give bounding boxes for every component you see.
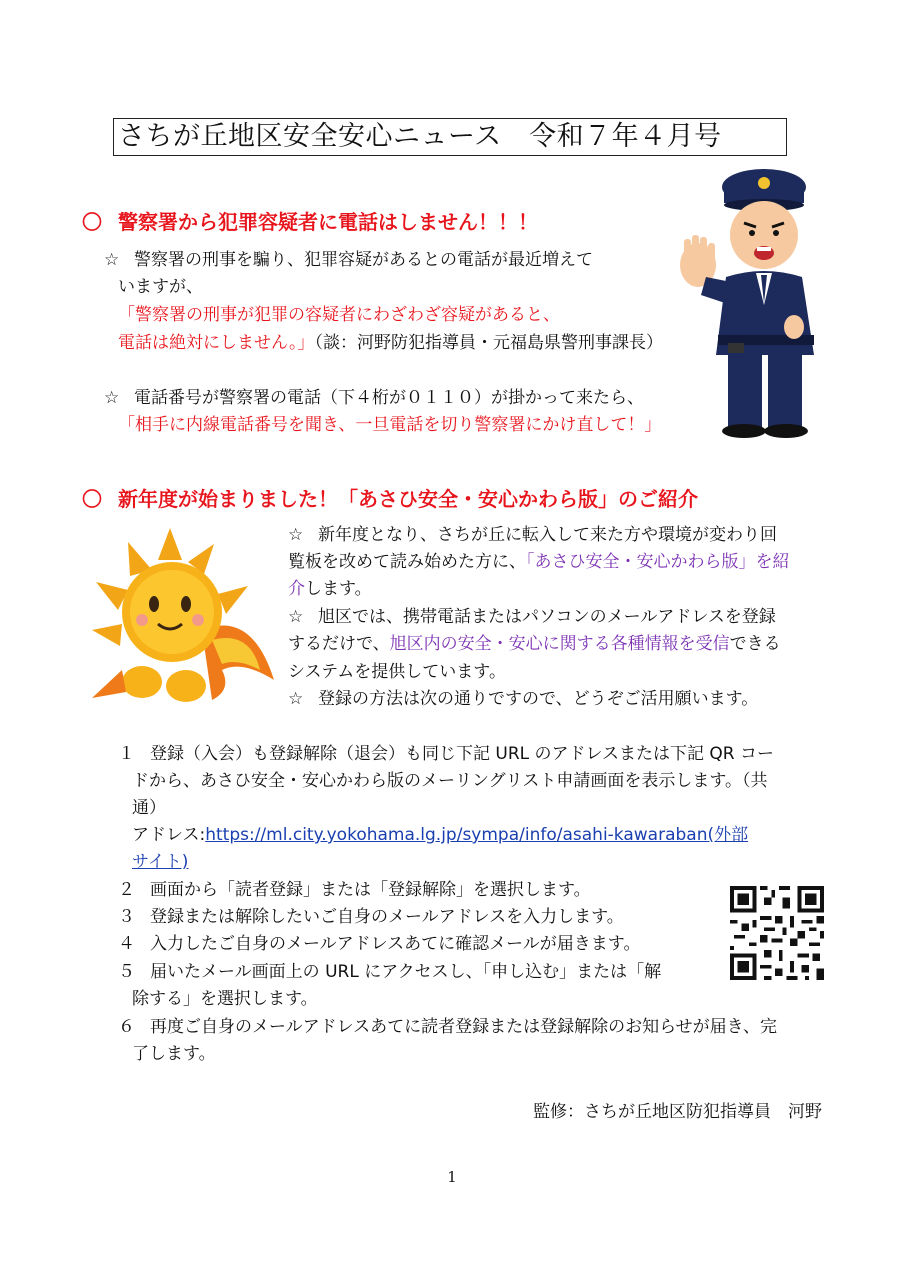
- qr-code[interactable]: [730, 886, 824, 980]
- s2-para-a-line3: 介します。: [288, 579, 372, 599]
- step-number: ２: [118, 880, 135, 900]
- s1-quote-line1: 「警察署の刑事が犯罪の容疑者にわざわざ容疑があると、: [118, 305, 560, 325]
- s2-para-b-line1: ☆ 旭区では、携帯電話またはパソコンのメールアドレスを登録: [288, 604, 776, 630]
- step1-line3: 通）: [132, 798, 166, 818]
- police-officer-illustration: [676, 165, 826, 440]
- star-icon: ☆: [104, 250, 120, 270]
- step5-line1: ５ 届いたメール画面上の URL にアクセスし、「申し込む」または「解: [118, 959, 661, 985]
- s1-para1-line2: いますが、: [118, 277, 203, 297]
- page-number: 1: [447, 1168, 457, 1186]
- star-icon: ☆: [288, 607, 304, 627]
- step5-line2: 除する」を選択します。: [132, 989, 318, 1009]
- section1-heading: [82, 206, 538, 235]
- s2-para-a-line2: 覧板を改めて読み始めた方に、「あさひ安全・安心かわら版」を紹: [288, 552, 790, 572]
- supervisor-credit: 監修：さちが丘地区防犯指導員 河野: [533, 1102, 822, 1122]
- section2-heading-text: 新年度が始まりました！「あさひ安全・安心かわら版」のご紹介: [118, 487, 698, 511]
- step2: ２ 画面から「読者登録」または「登録解除」を選択します。: [118, 877, 591, 903]
- kawaraban-link-cont[interactable]: サイト): [132, 852, 189, 872]
- s2-para-a-line1: ☆ 新年度となり、さちが丘に転入して来た方や環境が変わり回: [288, 522, 777, 548]
- step6-line1: ６ 再度ご自身のメールアドレスあてに読者登録または登録解除のお知らせが届き、完: [118, 1014, 777, 1040]
- s2-para-b-line3: システムを提供しています。: [288, 662, 506, 682]
- s2-para-b-line2: するだけで、旭区内の安全・安心に関する各種情報を受信できる: [288, 634, 781, 654]
- step-number: ６: [118, 1017, 135, 1037]
- step-number: ５: [118, 962, 135, 982]
- star-icon: ☆: [288, 689, 304, 709]
- star-icon: ☆: [288, 525, 304, 545]
- circle-mark: 〇: [82, 487, 102, 511]
- step4: ４ 入力したご自身のメールアドレスあてに確認メールが届きます。: [118, 931, 640, 957]
- step-number: １: [118, 744, 135, 764]
- step-number: ３: [118, 907, 135, 927]
- s1-para1-line1: ☆ 警察署の刑事を騙り、犯罪容疑があるとの電話が最近増えて: [104, 247, 593, 273]
- sun-mascot-illustration: [82, 520, 278, 715]
- s1-para2-line2: 「相手に内線電話番号を聞き、一旦電話を切り警察署にかけ直して！」: [118, 415, 662, 435]
- newsletter-title: さちが丘地区安全安心ニュース 令和７年４月号: [113, 118, 787, 156]
- attribution: （談：河野防犯指導員・元福島県警刑事課長）: [314, 333, 664, 353]
- kawaraban-link[interactable]: https://ml.city.yokohama.lg.jp/sympa/info/asahi-kawaraban(外部: [205, 825, 749, 845]
- section2-heading: [82, 483, 698, 512]
- circle-mark: 〇: [82, 210, 102, 234]
- address-label: アドレス:: [132, 825, 206, 845]
- star-icon: ☆: [104, 388, 120, 408]
- section1-heading-text: 警察署から犯罪容疑者に電話はしません！！！: [118, 210, 538, 234]
- step3: ３ 登録または解除したいご自身のメールアドレスを入力します。: [118, 904, 624, 930]
- address-line: [132, 822, 748, 848]
- s1-quote-line2: 電話は絶対にしません。」（談：河野防犯指導員・元福島県警刑事課長）: [118, 333, 664, 353]
- step-number: ４: [118, 934, 135, 954]
- s1-para2-line1: ☆ 電話番号が警察署の電話（下４桁が０１１０）が掛かって来たら、: [104, 385, 644, 411]
- s2-para-c-line1: ☆ 登録の方法は次の通りですので、どうぞご活用願います。: [288, 686, 758, 712]
- step1-line2: ドから、あさひ安全・安心かわら版のメーリングリスト申請画面を表示します。（共: [132, 771, 768, 791]
- step1-line1: １ 登録（入会）も登録解除（退会）も同じ下記 URL のアドレスまたは下記 QR コー: [118, 741, 774, 767]
- step6-line2: 了します。: [132, 1044, 216, 1064]
